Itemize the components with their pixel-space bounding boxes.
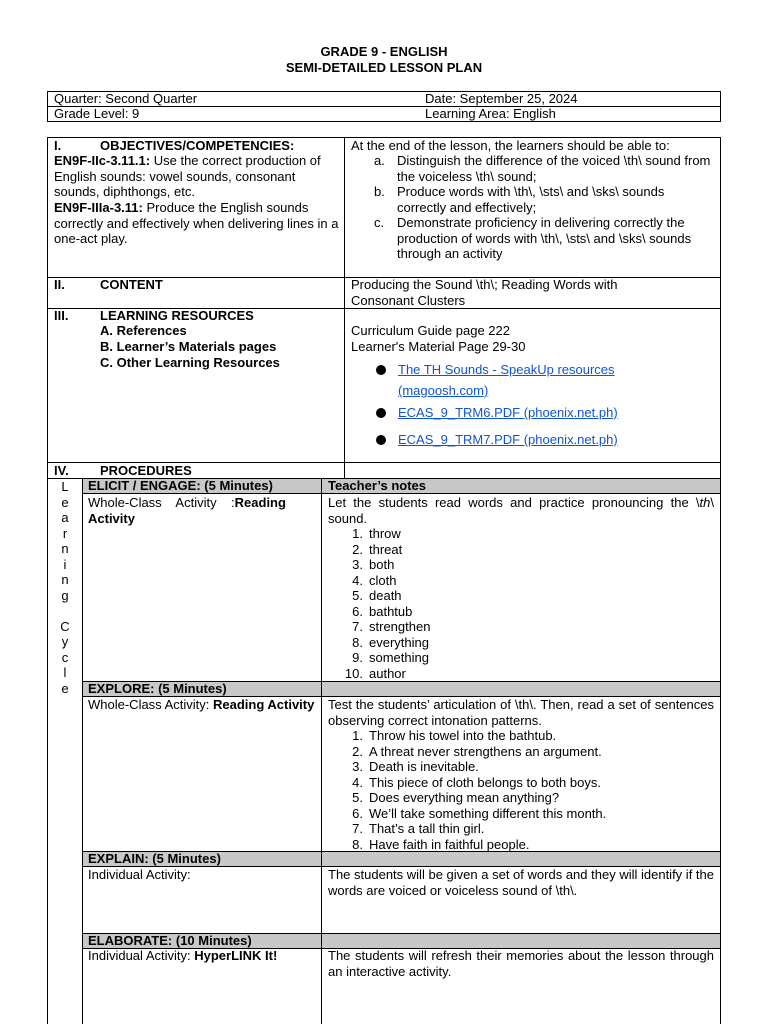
- elaborate-activity: [88, 948, 316, 964]
- objective-b-letter: b.: [374, 184, 385, 199]
- list-item: 10. author: [344, 665, 406, 681]
- explore-activity: [88, 697, 316, 713]
- curriculum-guide-ref: Curriculum Guide page 222: [351, 323, 510, 338]
- resource-link-1-cont[interactable]: (magoosh.com): [398, 383, 489, 398]
- resource-link-2[interactable]: ECAS_9_TRM6.PDF (phoenix.net.ph): [398, 405, 618, 420]
- list-item: 1. throw: [352, 526, 401, 541]
- bullet-icon: [376, 365, 386, 375]
- learning-area-cell: Learning Area: English: [425, 106, 556, 121]
- elaborate-heading: ELABORATE: (10 Minutes): [88, 933, 252, 948]
- learners-material-ref: Learner's Material Page 29-30: [351, 339, 526, 354]
- elaborate-note: The students will refresh their memories about the lesson through an interactive activity.: [328, 948, 714, 979]
- list-item: 5. Does everything mean anything?: [352, 790, 560, 805]
- objective-a-text: Distinguish the difference of the voiced \th\ sound from the voiceless \th\ sound;: [397, 153, 711, 184]
- explore-activity-name: Reading Activity: [212, 697, 315, 712]
- competency-2: [54, 200, 340, 247]
- objectives-intro: At the end of the lesson, the learners should be able to:: [351, 138, 670, 153]
- resource-link-3-item: [376, 432, 618, 448]
- doc-title: GRADE 9 - ENGLISH: [320, 44, 448, 59]
- list-item: 3. both: [352, 557, 395, 572]
- competency-1: [54, 153, 340, 200]
- explore-activity-type: Whole-Class Activity:: [88, 697, 213, 712]
- doc-subtitle: SEMI-DETAILED LESSON PLAN: [285, 60, 483, 75]
- list-item: 1. Throw his towel into the bathtub.: [352, 728, 557, 743]
- elaborate-activity-name: HyperLINK It!: [194, 948, 278, 963]
- procedures-heading: PROCEDURES: [100, 463, 192, 478]
- list-item: 9. something: [352, 650, 429, 665]
- list-item: 6. We’ll take something different this month.: [352, 805, 607, 821]
- resource-link-3[interactable]: ECAS_9_TRM7.PDF (phoenix.net.ph): [398, 432, 618, 447]
- learning-cycle-label: L e a r n i n g C y c l e: [60, 479, 70, 696]
- elicit-word-list: [341, 526, 430, 681]
- explore-note: Test the students’ articulation of \th\. Then, read a set of sentences observing correct intonation patterns.: [328, 697, 714, 728]
- bullet-icon: [376, 435, 386, 445]
- objective-c-letter: c.: [374, 215, 385, 230]
- teachers-notes-heading: Teacher’s notes: [328, 478, 427, 493]
- list-item: 8. Have faith in faithful people.: [352, 836, 530, 852]
- explain-heading: EXPLAIN: (5 Minutes): [88, 851, 221, 866]
- list-item: 6. bathtub: [352, 603, 413, 619]
- content-heading: CONTENT: [100, 277, 163, 292]
- date-cell: Date: September 25, 2024: [425, 91, 578, 106]
- explain-activity: Individual Activity:: [88, 867, 191, 882]
- list-item: 4. cloth: [352, 572, 397, 588]
- resource-link-1[interactable]: The TH Sounds - SpeakUp resources: [398, 362, 615, 377]
- list-item: 3. Death is inevitable.: [352, 759, 479, 774]
- list-item: 5. death: [352, 588, 402, 603]
- explain-note: The students will be given a set of words and they will identify if the words are voiced or voiceless sound of \th\.: [328, 867, 714, 898]
- competency-1-code: EN9F-IIc-3.11.1:: [54, 153, 151, 168]
- objectives-heading: OBJECTIVES/COMPETENCIES:: [100, 138, 295, 153]
- list-item: 2. A threat never strengthens an argument.: [352, 743, 602, 759]
- competency-2-code: EN9F-IIIa-3.11:: [54, 200, 143, 215]
- resources-sub-learners-materials: B. Learner’s Materials pages: [100, 339, 277, 354]
- resource-link-1-item: [376, 362, 615, 378]
- elaborate-activity-type: Individual Activity:: [88, 948, 195, 963]
- competency-1-text: Use the correct production of English sounds: vowel sounds, consonant sounds, diphthongs, etc.: [54, 153, 321, 199]
- quarter-cell: Quarter: Second Quarter: [54, 91, 198, 106]
- competency-2-text: Produce the English sounds correctly and effectively when delivering lines in a one-act play.: [54, 200, 339, 246]
- elicit-note: Let the students read words and practice pronouncing the \th\ sound.: [328, 495, 714, 526]
- explore-sentence-list: [341, 728, 606, 852]
- resources-heading: LEARNING RESOURCES: [100, 308, 254, 323]
- list-item: 8. everything: [352, 634, 429, 650]
- resources-sub-other: C. Other Learning Resources: [100, 355, 280, 370]
- objective-c-text: Demonstrate proficiency in delivering correctly the production of words with \th\, \sts\ and \sks\ sounds through an activity: [397, 215, 692, 261]
- procedures-number: IV.: [54, 463, 69, 478]
- list-item: 7. strengthen: [352, 619, 431, 634]
- list-item: 7. That’s a tall thin girl.: [352, 821, 485, 836]
- elicit-heading: ELICIT / ENGAGE: (5 Minutes): [88, 478, 273, 493]
- resources-number: III.: [54, 308, 69, 323]
- elicit-activity: [88, 495, 316, 526]
- bullet-icon: [376, 408, 386, 418]
- objective-b-text: Produce words with \th\, \sts\ and \sks\ sounds correctly and effectively;: [397, 184, 665, 215]
- list-item: 4. This piece of cloth belongs to both boys.: [352, 774, 601, 790]
- content-text: Producing the Sound \th\; Reading Words with Consonant Clusters: [351, 277, 618, 308]
- objectives-number: I.: [54, 138, 62, 153]
- resource-link-2-item: [376, 405, 618, 421]
- resources-sub-references: A. References: [100, 323, 187, 338]
- objective-a-letter: a.: [374, 153, 385, 168]
- content-number: II.: [54, 277, 65, 292]
- elicit-activity-name: Reading Activity: [88, 495, 290, 526]
- elicit-activity-type: Whole-Class Activity :: [88, 495, 235, 510]
- grade-level-cell: Grade Level: 9: [54, 106, 140, 121]
- explore-heading: EXPLORE: (5 Minutes): [88, 681, 227, 696]
- list-item: 2. threat: [352, 541, 403, 557]
